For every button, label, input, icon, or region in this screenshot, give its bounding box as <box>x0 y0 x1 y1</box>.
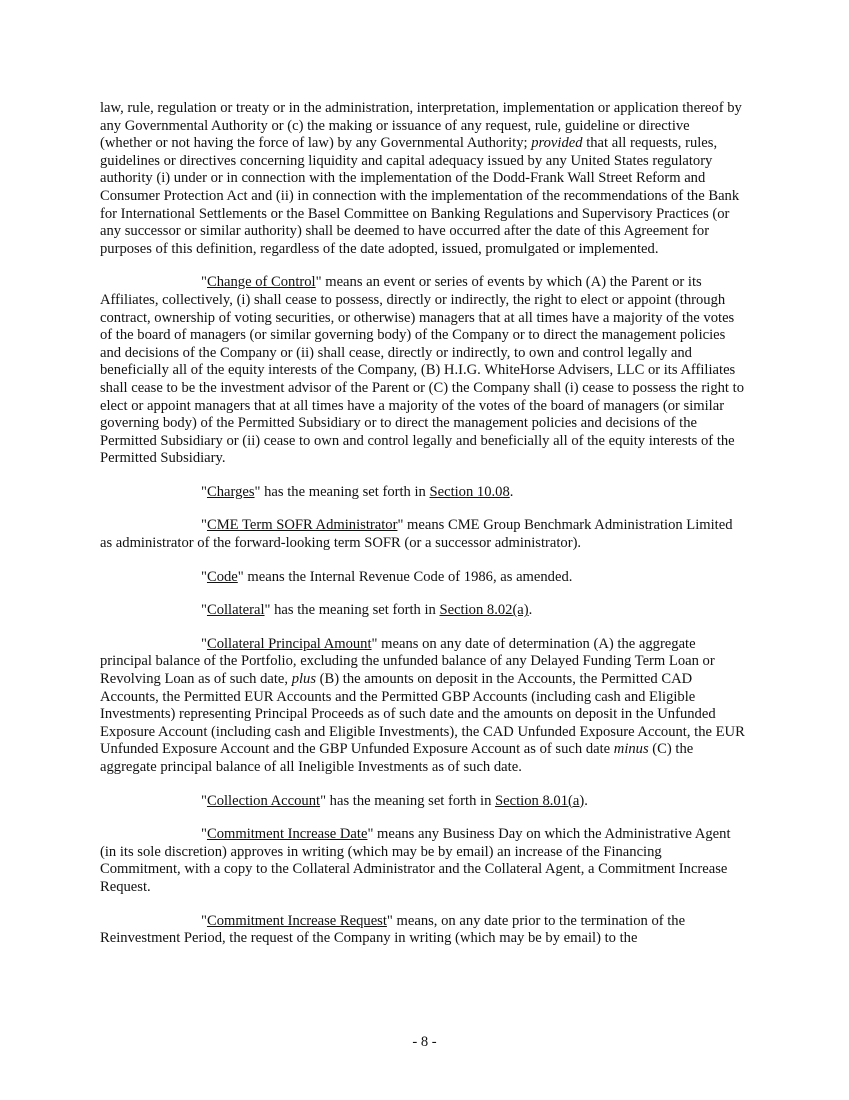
defined-term-or-reference: Section 8.02(a) <box>439 602 529 619</box>
paragraph-text: " <box>201 826 207 843</box>
paragraph-text: (C) the aggregate principal balance of all Ineligible Investments as of such date. <box>100 741 694 775</box>
paragraph-text: " means, on any date prior to the termination of the Reinvestment Period, the request of the Company in writing (which may be by email) to the <box>100 912 686 947</box>
definition-cme-term-sofr-administrator <box>100 517 745 552</box>
definition-commitment-increase-request <box>100 913 745 948</box>
defined-term-or-reference: Collection Account <box>206 792 321 809</box>
defined-term-or-reference: Commitment Increase Date <box>206 826 368 843</box>
paragraph-text: " means an event or series of events by which (A) the Parent or its Affiliates, collectively, (i) shall cease to possess, directly or indirectly, the right to elect or appoint (through contract, ownership of voting securities, or otherwise) managers that at all times have a majority of the votes of the board of managers (or similar governing body) of the Company or to direct the management policies and decisions of the Company or (ii) shall cease, directly or indirectly, to own and control legally and beneficially all of the equity interests of the Company, (B) H.I.G. WhiteHorse Advisers, LLC or its Affiliates shall cease to be the investment advisor of the Parent or (C) the Company shall (i) cease to possess the right to elect or appoint managers that at all times have a majority of the votes of the board of managers (or similar governing body) of the Permitted Subsidiary or to direct the management policies and decisions of the Permitted Subsidiary or (ii) cease to own and control legally and beneficially all of the equity interests of the Permitted Subsidiary. <box>100 274 744 467</box>
paragraph-text: (B) the amounts on deposit in the Accounts, the Permitted CAD Accounts, the Permitted EUR Accounts and the Permitted GBP Accounts (including cash and Eligible Investments) representing Principal Proceeds as of such date and the amounts on deposit in the Unfunded Exposure Account (including cash and Eligible Investments), the CAD Unfunded Exposure Account, the EUR Unfunded Exposure Account and the GBP Unfunded Exposure Account as of such date <box>100 671 745 758</box>
defined-term-or-reference: Charges <box>206 483 255 500</box>
paragraph-text: " <box>201 792 207 809</box>
paragraph-text: " <box>201 602 207 619</box>
paragraph-text: " <box>201 274 207 291</box>
paragraph-text: " <box>201 635 207 652</box>
definition-collection-account <box>100 793 745 811</box>
paragraph-change-in-law-continued <box>100 100 745 258</box>
emphasized-text: plus <box>291 671 317 688</box>
defined-term-or-reference: Change of Control <box>206 274 316 291</box>
paragraph-text: " means on any date of determination (A) the aggregate principal balance of the Portfolio, excluding the unfunded balance of any Delayed Funding Term Loan or Revolving Loan as of such date, <box>100 635 715 688</box>
paragraph-text: . <box>509 483 514 500</box>
definition-change-of-control <box>100 274 745 468</box>
paragraph-text: " <box>201 483 207 500</box>
definition-collateral-principal-amount <box>100 636 745 777</box>
definition-collateral <box>100 602 745 620</box>
paragraph-text: . <box>528 602 533 619</box>
paragraph-text: " means CME Group Benchmark Administration Limited as administrator of the forward-looking term SOFR (or a successor administrator). <box>100 517 733 552</box>
paragraph-text: " <box>201 912 207 929</box>
paragraph-text: " has the meaning set forth in <box>254 483 430 500</box>
paragraph-text: " has the meaning set forth in <box>320 792 496 809</box>
paragraph-text: " <box>201 568 207 585</box>
paragraph-text: . <box>584 792 588 809</box>
defined-term-or-reference: Code <box>206 568 238 585</box>
paragraph-text: " means the Internal Revenue Code of 1986, as amended. <box>237 568 573 585</box>
paragraph-text: " <box>201 517 207 534</box>
paragraph-text: law, rule, regulation or treaty or in the administration, interpretation, implementation or application thereof by any Governmental Authority or (c) the making or issuance of any request, rule, guideline or directive (whether or not having the force of law) by any Governmental Authority; <box>100 100 742 152</box>
definition-commitment-increase-date <box>100 826 745 896</box>
defined-term-or-reference: Commitment Increase Request <box>206 912 387 929</box>
emphasized-text: minus <box>613 741 649 758</box>
document-body <box>100 100 745 964</box>
defined-term-or-reference: CME Term SOFR Administrator <box>206 517 398 534</box>
definition-code <box>100 569 745 587</box>
defined-term-or-reference: Collateral <box>206 602 265 619</box>
defined-term-or-reference: Collateral Principal Amount <box>206 635 372 652</box>
page-number: - 8 - <box>412 1034 437 1050</box>
defined-term-or-reference: Section 8.01(a) <box>495 792 585 809</box>
defined-term-or-reference: Section 10.08 <box>429 483 510 500</box>
paragraph-text: " means any Business Day on which the Administrative Agent (in its sole discretion) approves in writing (which may be by email) an increase of the Financing Commitment, with a copy to the Collateral Administrator and the Collateral Agent, a Commitment Increase Request. <box>100 826 731 895</box>
definition-charges <box>100 484 745 502</box>
emphasized-text: provided <box>531 135 583 152</box>
paragraph-text: that all requests, rules, guidelines or directives concerning liquidity and capital adequacy issued by any United States regulatory authority (i) under or in connection with the implementation of the Dodd-Frank Wall Street Reform and Consumer Protection Act and (ii) in connection with the implementation of the recommendations of the Bank for International Settlements or the Basel Committee on Banking Regulations and Supervisory Practices (or any successor or similar authority) shall be deemed to have occurred after the date of this Agreement for purposes of this definition, regardless of the date adopted, issued, promulgated or implemented. <box>100 135 740 257</box>
paragraph-text: " has the meaning set forth in <box>264 602 440 619</box>
